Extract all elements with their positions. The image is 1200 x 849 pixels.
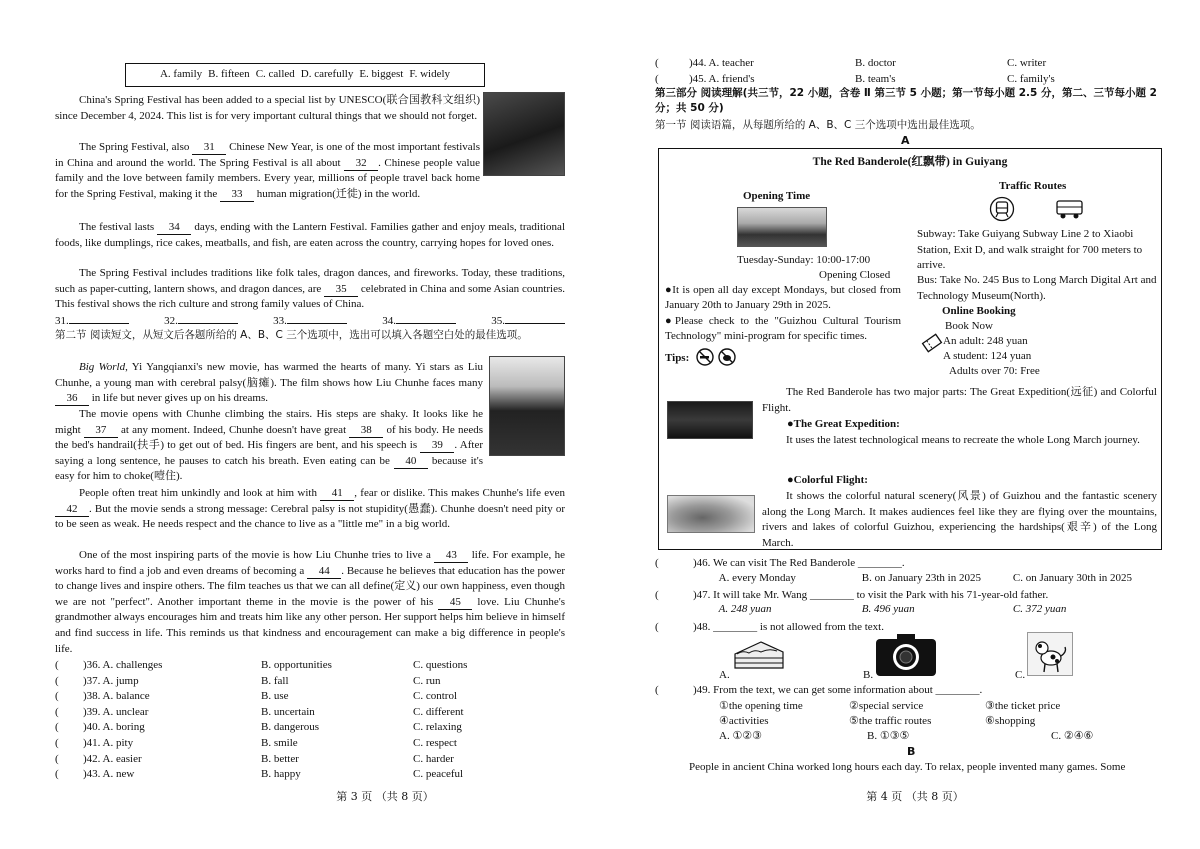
- over70-price: Adults over 70: Free: [949, 365, 1040, 377]
- answer-paren[interactable]: (: [655, 589, 659, 601]
- question-stem: )46. We can visit The Red Banderole ________.: [693, 557, 905, 569]
- passage-b-text: People in ancient China worked long hours each day. To relax, people invented many games. Some: [689, 761, 1126, 773]
- passage-a-label: A: [901, 134, 910, 147]
- option-row: [655, 56, 1162, 72]
- q48-option-a-label[interactable]: A.: [719, 669, 730, 681]
- page-footer: 第 3 页 （共 8 页）: [336, 790, 434, 803]
- text: The movie opens with Chunhe climbing the stairs. His steps are shaky. It looks like he might: [55, 408, 483, 436]
- option-b[interactable]: B. team's: [855, 72, 896, 85]
- answer-paren[interactable]: (: [55, 674, 59, 687]
- opening-time-heading: Opening Time: [743, 190, 811, 202]
- blank-32: 32: [344, 157, 378, 171]
- subway-route: Subway: Take Guiyang Subway Line 2 to Xiaobi Station, Exit D, and walk straight for 700 meters to arrive.: [917, 228, 1143, 271]
- q47-options: [655, 602, 1162, 618]
- blank-35: 35: [324, 283, 358, 297]
- label: 32.: [164, 315, 178, 327]
- blank-44: 44: [307, 565, 341, 579]
- q46-options: [655, 571, 1162, 587]
- passage1-p2: [55, 140, 565, 202]
- blank-41: 41: [320, 487, 354, 501]
- option-row: [55, 689, 565, 705]
- option-a[interactable]: )44. A. teacher: [689, 57, 754, 69]
- label: 35.: [491, 315, 505, 327]
- info-item: ⑤the traffic routes: [849, 715, 932, 727]
- option-b[interactable]: B. ①③⑤: [867, 730, 910, 742]
- option-a[interactable]: A. 248 yuan: [718, 603, 772, 615]
- text: of his body. He needs the bed's handrail(扶手) to get out of bed. His fingers are bent, and his speech is: [55, 423, 484, 452]
- word-option: C. called: [255, 68, 295, 81]
- text: because it's easy for him to choke(噎住).: [55, 454, 484, 483]
- info-item: ②special service: [849, 700, 924, 712]
- passage2-p2: [55, 407, 565, 485]
- word-option: D. carefully: [300, 68, 354, 81]
- option-row: [655, 72, 1162, 88]
- text: The festival lasts: [79, 221, 155, 233]
- text: , fear or dislike. This makes Chunhe's life even: [354, 487, 566, 499]
- text: , Yi Yangqianxi's new movie, has warmed the hearts of many. Yi stars as Liu Chunhe, a young man with cerebral palsy(脑瘫). The film shows how Liu Chunhe faces many: [55, 361, 483, 389]
- option-row: [55, 720, 565, 736]
- paragraph: [55, 486, 565, 533]
- great-expedition-photo: [667, 401, 753, 439]
- section1-title: 第一节 阅读语篇，从每题所给的 A、B、C 三个选项中选出最佳选项。: [655, 119, 981, 131]
- left-page: [55, 0, 565, 849]
- option-row: [55, 752, 565, 768]
- option-c[interactable]: C. different: [413, 705, 464, 718]
- camera-icon: [875, 633, 937, 677]
- text: The Spring Festival includes traditions like folk tales, dragon dances, and fireworks. Today, these traditions, such as paper-cutting, lantern shows, and dragon dances, are: [55, 267, 565, 295]
- passage1-p4: [55, 266, 565, 313]
- question-46: [655, 556, 1162, 572]
- opening-closed-label: Opening Closed: [819, 269, 891, 281]
- option-b[interactable]: B. better: [261, 752, 299, 765]
- text: life. For example, he works hard to find a job and even dreams of becoming a: [55, 549, 566, 577]
- word-option: B. fifteen: [208, 68, 250, 81]
- option-b[interactable]: B. opportunities: [261, 659, 332, 671]
- option-c[interactable]: C. run: [413, 674, 441, 687]
- option-row: [55, 705, 565, 721]
- option-b[interactable]: B. smile: [261, 736, 298, 749]
- label: 34.: [382, 315, 396, 327]
- colorful-flight-photo: [667, 495, 755, 533]
- option-b[interactable]: B. dangerous: [261, 721, 320, 734]
- paragraph: [55, 220, 565, 251]
- blank-40: 40: [394, 455, 428, 469]
- info-item: ①the opening time: [719, 700, 803, 712]
- word-bank-box: [125, 63, 485, 87]
- word-option: E. biggest: [359, 68, 404, 81]
- text: One of the most inspiring parts of the movie is how Liu Chunhe tries to live a: [79, 549, 431, 561]
- movie-title: Big World: [79, 361, 126, 373]
- option-c[interactable]: C. on January 30th in 2025: [1012, 572, 1133, 584]
- answer-line[interactable]: [69, 314, 129, 324]
- text: . After saying a long sentence, he pauses to catch his breath. Even eating can be: [55, 439, 483, 467]
- option-c[interactable]: C. ②④⑥: [1051, 730, 1094, 742]
- blank-43: 43: [434, 549, 468, 563]
- red-banderole-building-photo: [737, 207, 827, 247]
- online-booking-heading: Online Booking: [942, 305, 1016, 317]
- option-a[interactable]: )37. A. jump: [83, 674, 139, 687]
- blank-42: 42: [55, 503, 89, 517]
- options-36-43: [55, 658, 565, 783]
- answer-paren[interactable]: (: [655, 72, 659, 85]
- answer-line[interactable]: [396, 314, 456, 324]
- q48-option-b-label[interactable]: B.: [863, 669, 874, 681]
- paragraph: China's Spring Festival has been added to a special list by UNESCO(联合国教科文组织) since December 4, 2024. This list is for very important cultural things that we should not forget.: [55, 94, 480, 122]
- option-a[interactable]: )40. A. boring: [83, 721, 145, 734]
- passage2-p3: [55, 486, 565, 533]
- passage1-p3: [55, 220, 565, 251]
- option-a[interactable]: )41. A. pity: [83, 736, 134, 749]
- blank-37: 37: [84, 424, 118, 438]
- option-row: [55, 658, 565, 674]
- option-row: [55, 767, 565, 783]
- traffic-routes-heading: Traffic Routes: [999, 180, 1067, 192]
- q49-options: [655, 729, 1162, 745]
- question-49: [655, 683, 1162, 699]
- blank-38: 38: [349, 424, 383, 438]
- q49-items-row1: [655, 699, 1162, 715]
- text: celebrated in China and some Asian countries. This festival shows the rich culture and strong family values of China.: [55, 282, 566, 311]
- student-price: A student: 124 yuan: [943, 350, 1032, 362]
- answer-paren[interactable]: (: [55, 768, 59, 781]
- option-c[interactable]: C. respect: [413, 736, 457, 749]
- text: days, ending with the Lantern Festival. Families gather and enjoy meals, traditional foods, like dumplings, rice cakes, meatballs, and fish, are eaten across the country, carrying hopes for loved ones.: [55, 221, 566, 249]
- option-c[interactable]: C. questions: [413, 659, 468, 671]
- tips-icons: [695, 347, 739, 367]
- answer-paren[interactable]: (: [55, 721, 59, 734]
- option-b[interactable]: B. on January 23th in 2025: [861, 572, 981, 584]
- passage2-p1: [55, 360, 483, 407]
- ticket-icon: [921, 332, 943, 354]
- text: The Spring Festival, also: [79, 141, 190, 153]
- option-a[interactable]: A. ①②③: [719, 730, 763, 742]
- answer-paren[interactable]: (: [655, 557, 659, 569]
- great-expedition-text: It uses the latest technological means to recreate the whole Long March journey.: [786, 434, 1140, 446]
- answer-line[interactable]: [287, 314, 347, 324]
- paragraph: [55, 548, 565, 657]
- option-a[interactable]: A. every Monday: [718, 572, 796, 584]
- answer-paren[interactable]: (: [55, 659, 59, 671]
- option-a[interactable]: )39. A. unclear: [83, 705, 149, 718]
- answer-paren[interactable]: (: [655, 684, 659, 696]
- option-b[interactable]: B. uncertain: [261, 705, 315, 718]
- blank-45: 45: [438, 596, 472, 610]
- text: at any moment. Indeed, Chunhe doesn't have great: [121, 423, 347, 436]
- cake-icon: [731, 634, 787, 674]
- q48-option-c-label[interactable]: C.: [1015, 669, 1026, 681]
- option-b[interactable]: B. happy: [261, 768, 301, 781]
- paragraph: [55, 360, 483, 407]
- label: 31.: [55, 315, 69, 327]
- option-a[interactable]: )38. A. balance: [83, 690, 150, 703]
- text: in life but never gives up on his dreams.: [91, 392, 269, 405]
- option-row: [55, 736, 565, 752]
- check-program-note: ●Please check to the "Guizhou Cultural Tourism Technology" mini-program for specific times.: [665, 315, 901, 342]
- great-expedition-heading: ●The Great Expedition:: [787, 418, 900, 430]
- passage-b-label: B: [907, 745, 916, 758]
- answer-paren[interactable]: (: [55, 690, 59, 703]
- book-now-link[interactable]: Book Now: [945, 320, 993, 332]
- word-option: A. family: [159, 68, 203, 81]
- info-item: ③the ticket price: [985, 700, 1061, 712]
- option-b[interactable]: B. use: [261, 690, 289, 703]
- word-option: F. widely: [409, 68, 451, 81]
- info-item: ④activities: [719, 715, 769, 727]
- answer-paren[interactable]: (: [55, 705, 59, 718]
- option-c[interactable]: C. control: [413, 690, 457, 703]
- answer-paren[interactable]: (: [655, 57, 659, 69]
- bus-route: Bus: Take No. 245 Bus to Long March Digital Art and Technology Museum(North).: [917, 274, 1157, 302]
- text: . Because he believes that education has the power to change lives and inspire others. The film teaches us that we can all define(定义) our own happiness, even though we are not "perfect". Another important theme in the movie is the power of his: [55, 564, 566, 608]
- colorful-flight-heading: ●Colorful Flight:: [787, 474, 868, 486]
- info-item: ⑥shopping: [985, 715, 1036, 727]
- subway-icon: [989, 196, 1015, 222]
- option-c[interactable]: C. relaxing: [413, 721, 462, 734]
- text: Chinese New Year, is one of the most important festivals in China and around the world. The Spring Festival is all about: [55, 141, 480, 169]
- ad-title: The Red Banderole(红飘带) in Guiyang: [812, 156, 1008, 168]
- q49-items-row2: [655, 714, 1162, 730]
- right-page: [655, 0, 1162, 849]
- passage1-p1: [55, 93, 480, 124]
- blank-31: 31: [192, 141, 226, 155]
- opening-hours: Tuesday-Sunday: 10:00-17:00: [737, 254, 871, 266]
- option-a[interactable]: )42. A. easier: [83, 752, 142, 765]
- tips-label: Tips:: [665, 352, 690, 364]
- no-pets-icon: [719, 349, 735, 365]
- paragraph: [55, 407, 483, 485]
- option-row: [55, 674, 565, 690]
- question-stem: )48. ________ is not allowed from the text.: [693, 621, 884, 633]
- answer-paren[interactable]: (: [55, 736, 59, 749]
- adult-price: An adult: 248 yuan: [943, 335, 1028, 347]
- parts-intro: The Red Banderole has two major parts: The Great Expedition(远征) and Colorful Flight.: [762, 386, 1157, 414]
- blank-36: 36: [55, 392, 89, 406]
- option-a[interactable]: )36. A. challenges: [83, 659, 163, 671]
- text: love. Liu Chunhe's grandmother always encourages him and treats him like any other person. Her support helps him believe in himself and find success in life. This reminds us that kindness and encouragement can make a big difference in people's life.: [55, 595, 565, 655]
- blank-39: 39: [420, 439, 454, 453]
- dog-icon: [1027, 632, 1073, 676]
- paragraph: [55, 266, 565, 313]
- blank-34: 34: [157, 221, 191, 235]
- section2-title: 第二节 阅读短文，从短文后各题所给的 A、B、C 三个选项中，选出可以填入各题空白处的最佳选项。: [55, 329, 528, 341]
- question-stem: )47. It will take Mr. Wang ________ to visit the Park with his 71-year-old father.: [693, 589, 1049, 601]
- option-b[interactable]: B. doctor: [855, 57, 896, 69]
- passage2-p4: [55, 548, 565, 657]
- bus-icon: [1055, 198, 1085, 220]
- part3-title: 第三部分 阅读理解(共三节，22 小题，含卷 Ⅱ 第三节 5 小题；第一节每小题 2.5 分，第二、三节每小题 2 分；共 50 分): [655, 87, 1157, 114]
- label: 33.: [273, 315, 287, 327]
- option-b[interactable]: B. 496 yuan: [861, 603, 915, 615]
- option-a[interactable]: )43. A. new: [83, 768, 135, 781]
- answer-paren[interactable]: (: [655, 621, 659, 633]
- text: People often treat him unkindly and look at him with: [79, 487, 317, 499]
- text: . But the movie sends a strong message: Cerebral palsy is not stupidity(愚蠢). Chunhe doesn't need pity or to be seen as weak. He needs respect and the chance to live as a "little me" in a big world.: [55, 502, 565, 531]
- colorful-flight-text: It shows the colorful natural scenery(风景) of Guizhou and the fantastic scenery along the Long March. It makes audiences feel like they are flying over the mountains, rivers and lakes of colorful Guizhou, experiencing the hardships(艰辛) of the Long March.: [762, 490, 1157, 549]
- answer-line[interactable]: [505, 314, 565, 324]
- option-b[interactable]: B. fall: [261, 674, 289, 687]
- option-c[interactable]: C. harder: [413, 752, 454, 765]
- page-footer: 第 4 页 （共 8 页）: [866, 790, 964, 803]
- option-c[interactable]: C. peaceful: [413, 768, 464, 781]
- text: . Chinese people value family and the love between family members. Every year, millions of people travel back home for the Spring Festival, making it the: [55, 156, 480, 200]
- options-44-45: [655, 56, 1162, 87]
- question-stem: )49. From the text, we can get some information about ________.: [693, 684, 983, 696]
- option-c[interactable]: C. writer: [1007, 57, 1047, 69]
- text: human migration(迁徙) in the world.: [256, 187, 421, 200]
- option-a[interactable]: )45. A. friend's: [689, 72, 755, 85]
- answer-line[interactable]: [178, 314, 238, 324]
- answer-paren[interactable]: (: [55, 752, 59, 765]
- blank-33: 33: [220, 188, 254, 202]
- red-banderole-ad-box: [658, 148, 1162, 550]
- closed-days-note: ●It is open all day except Mondays, but closed from January 20th to January 29th in 2025.: [665, 284, 901, 311]
- no-smoking-icon: [697, 349, 713, 365]
- option-c[interactable]: C. 372 yuan: [1012, 603, 1067, 615]
- paragraph: [55, 140, 480, 202]
- option-c[interactable]: C. family's: [1007, 72, 1055, 85]
